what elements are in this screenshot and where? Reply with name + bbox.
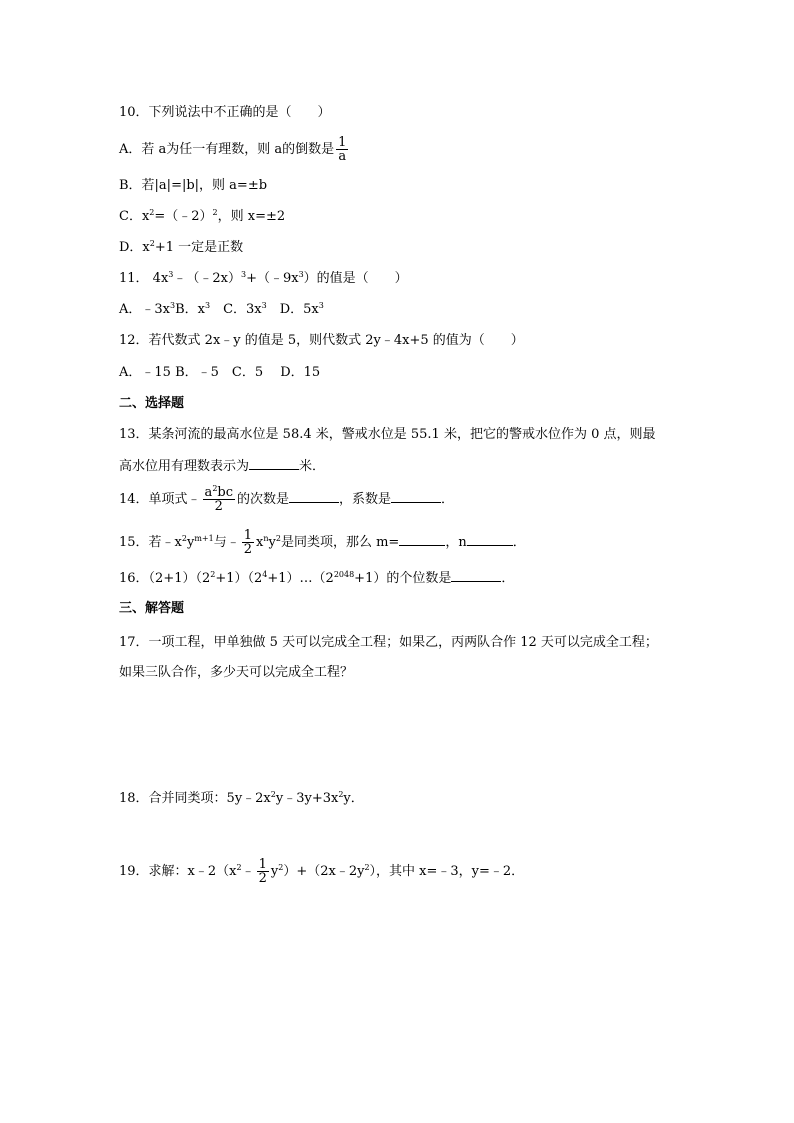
question-10-option-b bbox=[119, 177, 267, 195]
option-text: D．5x bbox=[266, 302, 319, 317]
question-12-text: 12．若代数式 2x﹣y 的值是 5，则代数式 2y﹣4x+5 的值为（ ） bbox=[119, 333, 524, 348]
question-15-text: x bbox=[256, 535, 264, 550]
question-11-title bbox=[119, 270, 408, 288]
superscript: 2048 bbox=[333, 570, 355, 579]
fraction-numerator bbox=[203, 486, 235, 500]
superscript: 2 bbox=[275, 534, 281, 543]
question-19-text: ﹣ bbox=[241, 864, 255, 879]
superscript: 3 bbox=[261, 301, 267, 310]
answer-blank-degree[interactable] bbox=[289, 490, 339, 503]
fraction-one-over-a bbox=[336, 136, 348, 163]
option-a-text: A．若 a为任一有理数，则 a的倒数是 bbox=[119, 142, 335, 157]
question-11-text: 11． 4x bbox=[119, 271, 169, 286]
question-16-text: +1）的个位数是 bbox=[354, 571, 452, 586]
question-10-text: 10．下列说法中不正确的是（ ） bbox=[119, 105, 331, 120]
question-11-text: ）的值是（ ） bbox=[303, 271, 408, 286]
superscript: 2 bbox=[364, 863, 370, 872]
question-18-text: y﹣3y+3x bbox=[275, 791, 339, 806]
variable-a: a bbox=[204, 485, 213, 500]
fraction-one-half bbox=[257, 858, 269, 885]
option-c-text: C．x bbox=[119, 209, 150, 224]
section-title: 三、解答题 bbox=[119, 601, 185, 616]
section-heading-2 bbox=[119, 395, 184, 413]
question-18-text: y． bbox=[343, 791, 364, 806]
question-19 bbox=[119, 858, 524, 885]
answer-blank[interactable] bbox=[451, 569, 501, 582]
question-13-line-2 bbox=[119, 457, 325, 476]
fraction-numerator: 1 bbox=[243, 528, 253, 543]
question-17-text: 17．一项工程，甲单独做 5 天可以完成全工程；如果乙，丙两队合作 12 天可以完成全工程； bbox=[119, 635, 658, 650]
superscript: 3 bbox=[170, 301, 176, 310]
question-12-title bbox=[119, 332, 524, 350]
question-15-text: y bbox=[268, 535, 276, 550]
superscript: 3 bbox=[298, 270, 304, 279]
variable-bc: bc bbox=[217, 485, 234, 500]
question-14-text: ． bbox=[441, 492, 455, 507]
question-10-option-c bbox=[119, 208, 285, 226]
question-13-line-1 bbox=[119, 426, 656, 444]
question-13-text: 米． bbox=[299, 459, 326, 474]
fraction-denominator: 2 bbox=[243, 542, 253, 557]
question-19-text: ），其中 x=﹣3，y=﹣2． bbox=[369, 864, 525, 879]
superscript: 2 bbox=[278, 863, 284, 872]
question-14-text: ，系数是 bbox=[339, 492, 392, 507]
answer-blank-m[interactable] bbox=[399, 533, 445, 546]
answer-blank-n[interactable] bbox=[467, 533, 513, 546]
question-13-text: 高水位用有理数表示为 bbox=[119, 459, 250, 474]
question-18-text: 18．合并同类项：5y﹣2x bbox=[119, 791, 271, 806]
question-10-option-d bbox=[119, 239, 243, 257]
option-c-text: ，则 x=±2 bbox=[217, 209, 286, 224]
option-d-text: +1 一定是正数 bbox=[154, 240, 244, 255]
question-12-options bbox=[119, 364, 320, 382]
fraction-denominator: 2 bbox=[258, 871, 267, 886]
question-11-text: ﹣（﹣2x） bbox=[173, 271, 241, 286]
question-15-text: y bbox=[186, 535, 195, 550]
fraction-denominator: 2 bbox=[214, 499, 223, 514]
question-17-line-2 bbox=[119, 664, 353, 682]
question-19-text: y bbox=[270, 864, 279, 879]
superscript: 3 bbox=[204, 301, 211, 310]
question-16-text: +1）…（2 bbox=[267, 571, 334, 586]
question-17-text: 如果三队合作，多少天可以完成全工程？ bbox=[119, 665, 354, 680]
answer-blank-coefficient[interactable] bbox=[391, 490, 441, 503]
superscript: 2 bbox=[212, 208, 218, 217]
option-text: A．﹣15 B．﹣5 C．5 D．15 bbox=[119, 365, 321, 380]
question-16-text: +1）（2 bbox=[215, 571, 263, 586]
option-text: B．x bbox=[175, 302, 205, 317]
superscript: 2 bbox=[181, 534, 187, 543]
question-16-text: 16．（2+1）（2 bbox=[119, 571, 211, 586]
question-14-text: 14．单项式﹣ bbox=[119, 492, 201, 507]
answer-blank[interactable] bbox=[249, 457, 299, 470]
superscript: 2 bbox=[149, 208, 155, 217]
fraction-numerator: 1 bbox=[338, 135, 347, 150]
question-15-text: ． bbox=[512, 535, 526, 550]
superscript: 3 bbox=[318, 301, 324, 310]
fraction-one-half bbox=[242, 529, 254, 556]
superscript: 2 bbox=[270, 790, 276, 799]
option-text: A．﹣3x bbox=[119, 302, 170, 317]
superscript: 2 bbox=[338, 790, 344, 799]
superscript: 2 bbox=[236, 863, 242, 872]
question-10-title bbox=[119, 104, 331, 122]
superscript: m+1 bbox=[194, 534, 214, 543]
section-title: 二、选择题 bbox=[119, 396, 185, 411]
fraction-denominator: a bbox=[338, 149, 347, 164]
section-heading-3 bbox=[119, 600, 184, 618]
question-19-text: ）+（2x﹣2y bbox=[283, 864, 365, 879]
question-19-text: 19．求解：x﹣2（x bbox=[119, 864, 237, 879]
question-11-text: +（﹣9x bbox=[246, 271, 299, 286]
option-d-text: D．x bbox=[119, 240, 150, 255]
question-10-option-a bbox=[119, 136, 350, 163]
question-17-line-1 bbox=[119, 634, 658, 652]
question-15-text: 15．若﹣x bbox=[119, 535, 182, 550]
question-14 bbox=[119, 486, 454, 513]
question-18 bbox=[119, 790, 364, 808]
question-16-text: ． bbox=[501, 571, 515, 586]
question-15 bbox=[119, 529, 526, 556]
superscript: 2 bbox=[210, 570, 216, 579]
question-16 bbox=[119, 569, 514, 588]
superscript: n bbox=[263, 534, 269, 543]
question-15-text: ，n bbox=[445, 535, 467, 550]
question-13-text: 13．某条河流的最高水位是 58.4 米，警戒水位是 55.1 米，把它的警戒水位作为 0 点，则最 bbox=[119, 427, 656, 442]
superscript: 2 bbox=[212, 484, 218, 493]
option-c-text: =（﹣2） bbox=[154, 209, 213, 224]
superscript: 3 bbox=[240, 270, 247, 279]
question-15-text: 与﹣ bbox=[213, 535, 240, 550]
fraction-numerator: 1 bbox=[258, 857, 267, 872]
option-text: C．3x bbox=[210, 302, 262, 317]
question-11-options bbox=[119, 301, 324, 319]
fraction-a2bc-over-2 bbox=[203, 486, 235, 513]
superscript: 4 bbox=[262, 570, 268, 579]
question-15-text: 是同类项，那么 m= bbox=[280, 535, 400, 550]
superscript: 3 bbox=[168, 270, 174, 279]
option-b-text: B．若|a|=|b|，则 a=±b bbox=[119, 178, 268, 193]
superscript: 2 bbox=[149, 239, 155, 248]
question-14-text: 的次数是 bbox=[237, 492, 290, 507]
